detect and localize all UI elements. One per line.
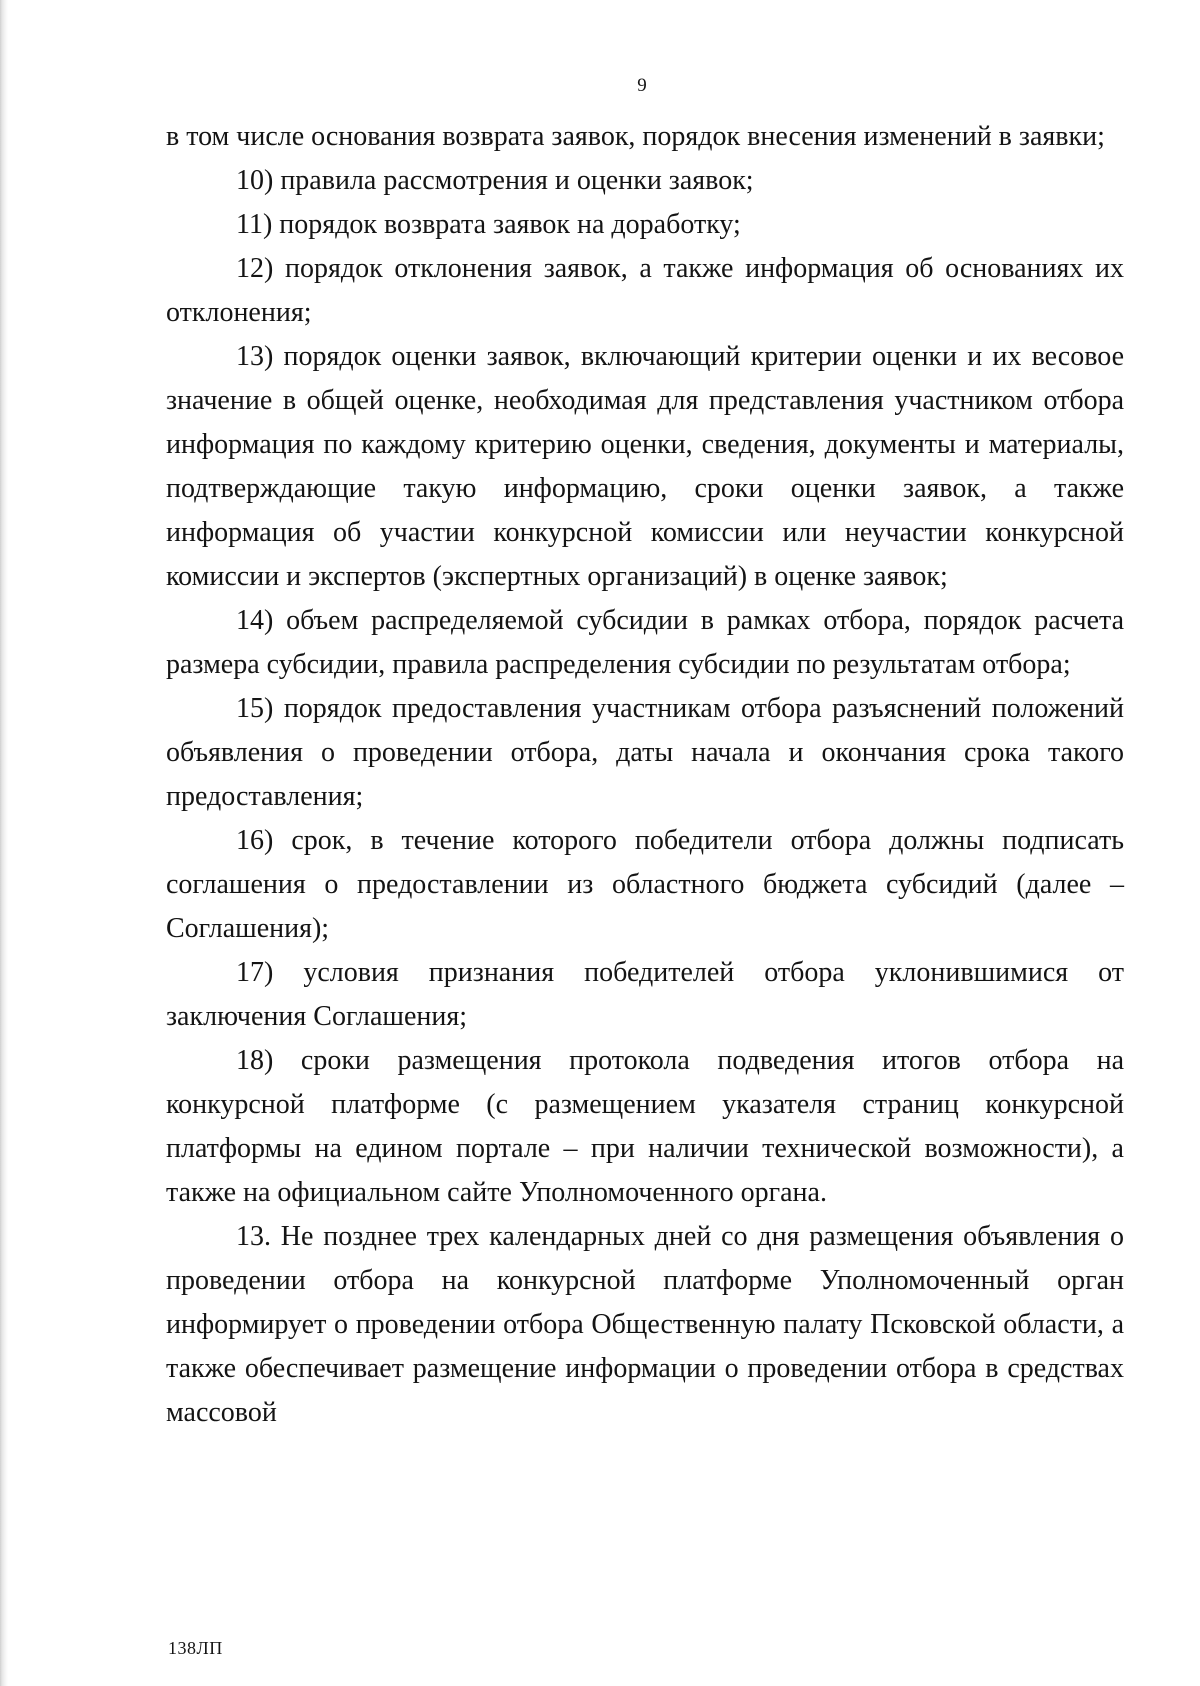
list-item-11: 11) порядок возврата заявок на доработку; — [236, 209, 741, 240]
list-item-18: 18) сроки размещения протокола подведения итогов отбора на конкурсной платформе (с размещением указателя страниц конкурсной платформы на едином портале – при наличии технической возможности), а также на официальном сайте Уполномоченного органа. — [166, 1045, 1124, 1208]
paragraph-continuation: в том числе основания возврата заявок, порядок внесения изменений в заявки; — [166, 121, 1105, 152]
list-item-17: 17) условия признания победителей отбора уклонившимися от заключения Соглашения; — [166, 957, 1124, 1032]
clause-13: 13. Не позднее трех календарных дней со дня размещения объявления о проведении отбора на конкурсной платформе Уполномоченный орган информирует о проведении отбора Общественную палату Псковской области, а также обеспечивает размещение информации о проведении отбора в средствах массовой — [166, 1221, 1124, 1428]
list-item-14: 14) объем распределяемой субсидии в рамках отбора, порядок расчета размера субсидии, правила распределения субсидии по результатам отбора; — [166, 605, 1124, 680]
footer-document-code: 138ЛП — [168, 1638, 223, 1658]
list-item-16: 16) срок, в течение которого победители отбора должны подписать соглашения о предоставлении из областного бюджета субсидий (далее – Соглашения); — [166, 825, 1124, 944]
page-number: 9 — [637, 75, 647, 96]
scan-edge — [0, 0, 8, 1686]
list-item-12: 12) порядок отклонения заявок, а также информация об основаниях их отклонения; — [166, 253, 1124, 328]
list-item-15: 15) порядок предоставления участникам отбора разъяснений положений объявления о проведении отбора, даты начала и окончания срока такого предоставления; — [166, 693, 1124, 812]
list-item-13: 13) порядок оценки заявок, включающий критерии оценки и их весовое значение в общей оценке, необходимая для представления участником отбора информация по каждому критерию оценки, сведения, документы и материалы, подтверждающие такую информацию, сроки оценки заявок, а также информация об участии конкурсной комиссии или неучастии конкурсной комиссии и экспертов (экспертных организаций) в оценке заявок; — [166, 341, 1124, 592]
document-body — [166, 115, 1124, 1435]
list-item-10: 10) правила рассмотрения и оценки заявок; — [236, 165, 754, 196]
